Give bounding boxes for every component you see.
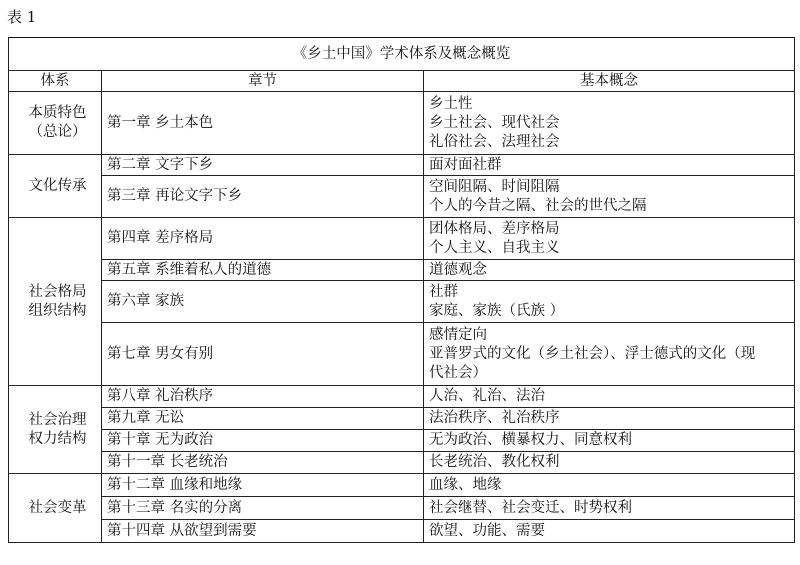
table-caption: 《乡土中国》学术体系及概念概览 <box>9 38 795 71</box>
chapter-cell: 第十四章 从欲望到需要 <box>102 520 424 543</box>
header-system: 体系 <box>9 71 102 92</box>
table-row <box>9 92 795 155</box>
table-row <box>9 386 795 408</box>
concepts-cell: 法治秩序、礼治秩序 <box>424 408 795 430</box>
chapter-cell: 第九章 无讼 <box>102 408 424 430</box>
table-row <box>9 408 795 430</box>
system-cell: 本质特色 （总论） <box>9 92 102 155</box>
chapter-cell: 第八章 礼治秩序 <box>102 386 424 408</box>
concepts-cell: 空间阻隔、时间阻隔 个人的今昔之隔、社会的世代之隔 <box>424 176 795 218</box>
chapter-cell: 第十二章 血缘和地缘 <box>102 474 424 497</box>
concepts-cell: 长老统治、教化权利 <box>424 452 795 474</box>
table-row <box>9 323 795 386</box>
system-cell: 社会变革 <box>9 474 102 543</box>
concepts-cell: 乡土性 乡土社会、现代社会 礼俗社会、法理社会 <box>424 92 795 155</box>
header-chapter: 章节 <box>102 71 424 92</box>
chapter-cell: 第十三章 名实的分离 <box>102 497 424 520</box>
concepts-cell: 面对面社群 <box>424 155 795 176</box>
chapter-cell: 第七章 男女有别 <box>102 323 424 386</box>
chapter-cell: 第十章 无为政治 <box>102 430 424 452</box>
table-row <box>9 497 795 520</box>
system-cell: 文化传承 <box>9 155 102 218</box>
concepts-cell: 血缘、地缘 <box>424 474 795 497</box>
chapter-cell: 第二章 文字下乡 <box>102 155 424 176</box>
table-row <box>9 474 795 497</box>
concept-table <box>8 37 795 543</box>
system-cell: 社会治理 权力结构 <box>9 386 102 474</box>
table-row <box>9 260 795 281</box>
concepts-cell: 社群 家庭、家族（氏族 ） <box>424 281 795 323</box>
concepts-cell: 团体格局、差序格局 个人主义、自我主义 <box>424 218 795 260</box>
table-row <box>9 281 795 323</box>
concepts-cell: 社会继替、社会变迁、时势权利 <box>424 497 795 520</box>
concepts-cell: 感情定向 亚普罗式的文化（乡土社会）、浮士德式的文化（现 代社会） <box>424 323 795 386</box>
table-row <box>9 452 795 474</box>
table-row <box>9 218 795 260</box>
table-row <box>9 430 795 452</box>
table-row <box>9 520 795 543</box>
chapter-cell: 第五章 系维着私人的道德 <box>102 260 424 281</box>
concepts-cell: 无为政治、横暴权力、同意权利 <box>424 430 795 452</box>
chapter-cell: 第三章 再论文字下乡 <box>102 176 424 218</box>
table-label: 表 1 <box>7 8 37 26</box>
chapter-cell: 第四章 差序格局 <box>102 218 424 260</box>
header-concepts: 基本概念 <box>424 71 795 92</box>
chapter-cell: 第六章 家族 <box>102 281 424 323</box>
concepts-cell: 欲望、功能、需要 <box>424 520 795 543</box>
concepts-cell: 道德观念 <box>424 260 795 281</box>
concepts-cell: 人治、礼治、法治 <box>424 386 795 408</box>
table-row <box>9 155 795 176</box>
system-cell: 社会格局 组织结构 <box>9 218 102 386</box>
table-row <box>9 176 795 218</box>
chapter-cell: 第十一章 长老统治 <box>102 452 424 474</box>
chapter-cell: 第一章 乡土本色 <box>102 92 424 155</box>
